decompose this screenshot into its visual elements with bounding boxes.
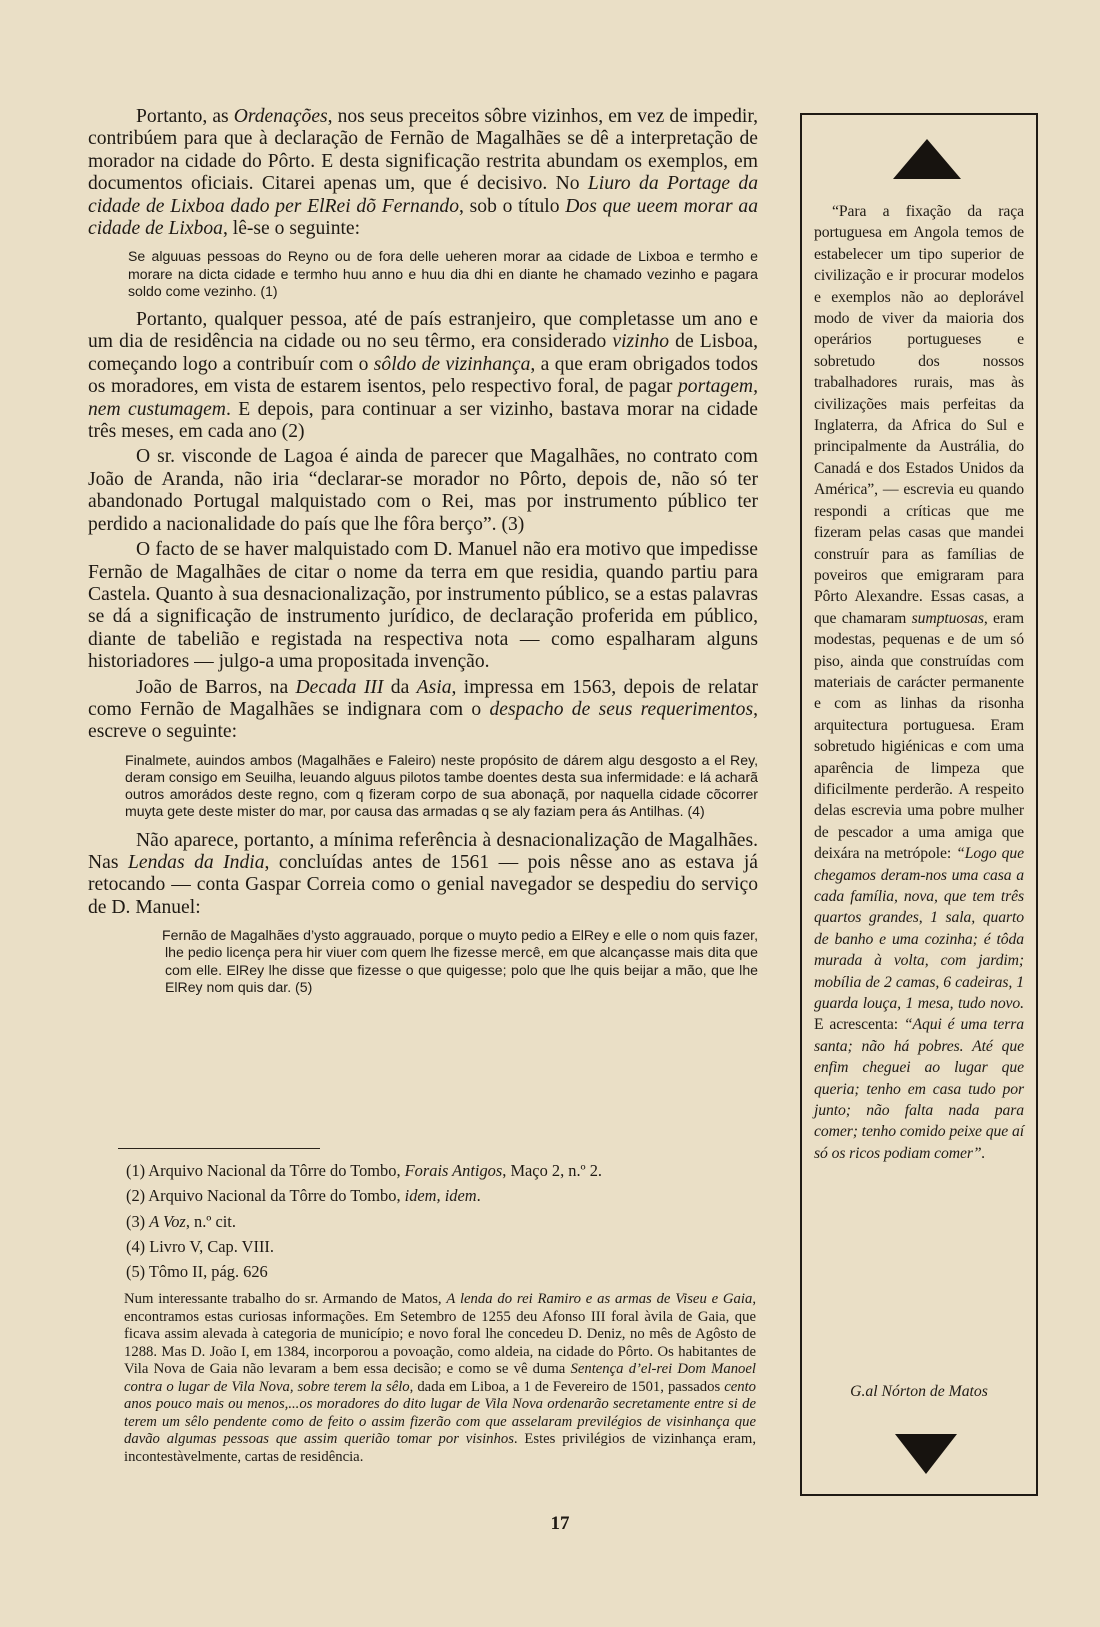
italic-span: “Logo que chegamos deram-nos uma casa a cada família, nova, que tem três quartos grandes, 1 sala, quarto de banho e uma cozinha; é tôda murada à volta, com jardim; mobília de 2 camas, 6 cadeiras, 1 guarda louça, 1 mesa, tudo novo.: [814, 845, 1024, 1013]
triangle-up-icon: [893, 139, 961, 179]
italic-span: “Aqui é uma terra santa; não há pobres. Até que enfim cheguei ao lugar que queria; tenho em casa tudo por junto; não falta nada para comer; tenho comido peixe que aí só os ricos podiam comer”.: [814, 1016, 1024, 1162]
quote-portage: Se alguuas pessoas do Reyno ou de fora delle ueheren morar aa cidade de Lixboa e termho e morare na dicta cidade e termho huu anno e huu dia dhi en diante he chamado vezinho e pagara soldo come vezinho. (1): [128, 248, 758, 299]
italic-span: sôldo de vizinhança: [373, 353, 531, 375]
footnote-5: (5) Tômo II, pág. 626: [126, 1262, 268, 1282]
supplementary-note: Num interessante trabalho do sr. Armando de Matos, A lenda do rei Ramiro e as armas de Viseu e Gaia, encontramos estas curiosas informações. Em Setembro de 1255 deu Afonso III foral àvila de Gaia, que ficava assim alevada à categoria de município; e novo foral lhe concedeu D. Deniz, no mês de Agôsto de 1288. Mas D. João I, em 1384, incorporou a povoação, como aldeia, na cidade do Pôrto. Os habitantes de Vila Nova de Gaia não levaram a bem essa decisão; e como se vê duma Sentença d’el-rei Dom Manoel contra o lugar de Vila Nova, sobre terem la sêlo, dada em Liboa, a 1 de Fevereiro de 1501, passados cento anos pouco mais ou menos,...os moradores do dito lugar de Vila Nova ordenarão secretamente entre si de terem um sêlo pendente como de feito o assim fizerão com que asselaram previlégios de visinhança que davão algumas pessoas que assim querião tomar por visinhos. Estes privilégios de vizinhança eram, incontestàvelmente, cartas de residência.: [124, 1291, 756, 1465]
quote-correia: Fernão de Magalhães d’ysto aggrauado, porque o muyto pedio a ElRey e elle o nom quis fazer, lhe pedio licença pera hir viuer com quem lhe fizesse mercê, em que alcançasse mais dita que com elle. ElRey lhe disse que fizesse o que quigesse; polo que lhe quis beijar a mão, que lhe ElRey nom quis dar. (5): [162, 927, 758, 995]
quote-barros: Finalmete, auindos ambos (Magalhães e Faleiro) neste propósito de dárem algu desgosto a el Rey, deram consigo em Seuilha, leuando alguus pilotos tambe doentes desta sua infermidade: e lá acharã outros amorádos deste regno, com q fizeram corpo de sua abonaçã, por naquella cidade cõcorrer muyta gete deste mister do mar, por causa das armadas q se aly faziam pera ás Antilhas. (4): [125, 751, 758, 820]
sidebar-text: [814, 201, 1024, 1164]
footnotes: [126, 1158, 756, 1284]
italic-span: Asia: [416, 676, 452, 698]
sidebar-paragraph: “Para a fixação da raça portuguesa em Angola temos de estabelecer um tipo superior de civilização e ir procurar modelos e exemplos não ao deplorável modo de viver da maioria dos operários portugueses e sobretudo dos nossos trabalhadores rurais, mas às civilizações mais perfeitas da Inglaterra, da Africa do Sul e principalmente da Austrália, do Canadá e dos Estados Unidos da América”, — escrevia eu quando respondi a críticas que me fizeram pelas casas que mandei construír para as famílias de poveiros que emigraram para Pôrto Alexandre. Essas casas, a que chamaram sumptuosas, eram modestas, pequenas e de um só piso, ainda que construídas com materiais de carácter permanente e com as linhas da risonha arquitectura portuguesa. Eram sobretudo higiénicas e com uma aparência de limpeza que dificilmente perderão. A respeito delas escrevia uma pobre mulher de pescador a uma amiga que deixára na metrópole: “Logo que chegamos deram-nos uma casa a cada família, nova, que tem três quartos grandes, 1 sala, quarto de banho e uma cozinha; é tôda murada à volta, com jardim; mobília de 2 camas, 6 cadeiras, 1 guarda louça, 1 mesa, tudo novo. E acrescenta: “Aqui é uma terra santa; não há pobres. Até que enfim cheguei ao lugar que queria; tenho em casa tudo por junto; não falta nada para comer; tenho comido peixe que aí só os ricos podiam comer”.: [814, 203, 1024, 1162]
italic-span: idem, idem: [404, 1186, 477, 1206]
italic-span: Lendas da India: [127, 851, 265, 873]
italic-span: cento anos pouco mais ou menos,...os moradores do dito lugar de Vila Nova ordenarão secretamente entre si de terem um sêlo pendente como de feito o assim fizerão com que asselaram previlégios de visinhança que davão algumas pessoas que assim querião tomar por visinhos: [124, 1378, 756, 1447]
italic-span: Ordenações: [233, 106, 328, 127]
page-number: 17: [550, 1513, 570, 1534]
italic-span: Decada III: [295, 676, 384, 698]
paragraph-5: João de Barros, na Decada III da Asia, impressa em 1563, depois de relatar como Fernão de Magalhães se indignara com o despacho de seus requerimentos, escreve o seguinte:: [88, 676, 758, 743]
footnote-1: (1) Arquivo Nacional da Tôrre do Tombo, Forais Antigos, Maço 2, n.º 2.: [126, 1161, 603, 1180]
paragraph-6: Não aparece, portanto, a mínima referência à desnacionalização de Magalhães. Nas Lendas da India, concluídas antes de 1561 — pois nêsse ano as estava já retocando — conta Gaspar Correia como o genial navegador se despediu do serviço de D. Manuel:: [88, 829, 759, 918]
paragraph-4: O facto de se haver malquistado com D. Manuel não era motivo que impedisse Fernão de Magalhães de citar o nome da terra em que residia, quando partiu para Castela. Quanto à sua desnacionalização, por instrumento público, se a estas palavras se dá a significação de instrumento jurídico, de declaração proferida em público, diante de tabelião e registada na respectiva nota — como espalharam alguns historiadores — julgo-a uma propositada invenção.: [88, 539, 758, 673]
italic-span: Sentença d’el-rei Dom Manoel contra o lugar de Vila Nova, sobre terem la sêlo: [124, 1361, 756, 1395]
sidebar-box: [800, 113, 1038, 1496]
italic-span: A Voz: [149, 1211, 186, 1231]
footnote-2: (2) Arquivo Nacional da Tôrre do Tombo, idem, idem.: [126, 1186, 481, 1206]
footnote-divider: [118, 1148, 320, 1149]
italic-span: sumptuosas: [911, 609, 984, 627]
main-column: [88, 106, 758, 1005]
italic-span: vizinho: [612, 331, 670, 353]
italic-span: A lenda do rei Ramiro e as armas de Viseu e Gaia: [446, 1291, 753, 1307]
italic-span: Liuro da Portage da cidade de Lixboa dado per ElRei dõ Fernando: [88, 173, 758, 217]
footnote-3: (3) A Voz, n.º cit.: [126, 1211, 236, 1231]
triangle-down-icon: [895, 1434, 957, 1474]
italic-span: despacho de seus requerimentos: [489, 698, 754, 720]
footnote-4: (4) Livro V, Cap. VIII.: [126, 1236, 274, 1256]
paragraph-1: Portanto, as Ordenações, nos seus preceitos sôbre vizinhos, em vez de impedir, contribúem para que à declaração de Fernão de Magalhães se dê a interpretação de morador na cidade do Pôrto. E desta significação restrita abundam os exemplos, em documentos oficiais. Citarei apenas um, que é decisivo. No Liuro da Portage da cidade de Lixboa dado per ElRei dõ Fernando, sob o título Dos que ueem morar aa cidade de Lixboa, lê-se o seguinte:: [88, 106, 758, 240]
italic-span: portagem, nem custumagem: [88, 376, 758, 420]
paragraph-3: O sr. visconde de Lagoa é ainda de parecer que Magalhães, no contrato com João de Aranda, não iria “declarar-se morador no Pôrto, depois de, não só ter abandonado Portugal malquistado com o Rei, mas por instrumento público ter perdido a nacionalidade do país que lhe fôra berço”. (3): [88, 446, 758, 535]
paragraph-2: Portanto, qualquer pessoa, até de país estranjeiro, que completasse um ano e um dia de residência na cidade ou no seu têrmo, era considerado vizinho de Lisboa, começando logo a contribuír com o sôldo de vizinhança, a que eram obrigados todos os moradores, em vista de estarem isentos, pelo respectivo foral, de pagar portagem, nem custumagem. E depois, para continuar a ser vizinho, bastava morar na cidade três meses, em cada ano (2): [88, 309, 759, 443]
sidebar-signature: G.al Nórton de Matos: [850, 1383, 988, 1400]
italic-span: Forais Antigos: [404, 1161, 503, 1180]
italic-span: Dos que ueem morar aa cidade de Lixboa: [88, 195, 758, 240]
